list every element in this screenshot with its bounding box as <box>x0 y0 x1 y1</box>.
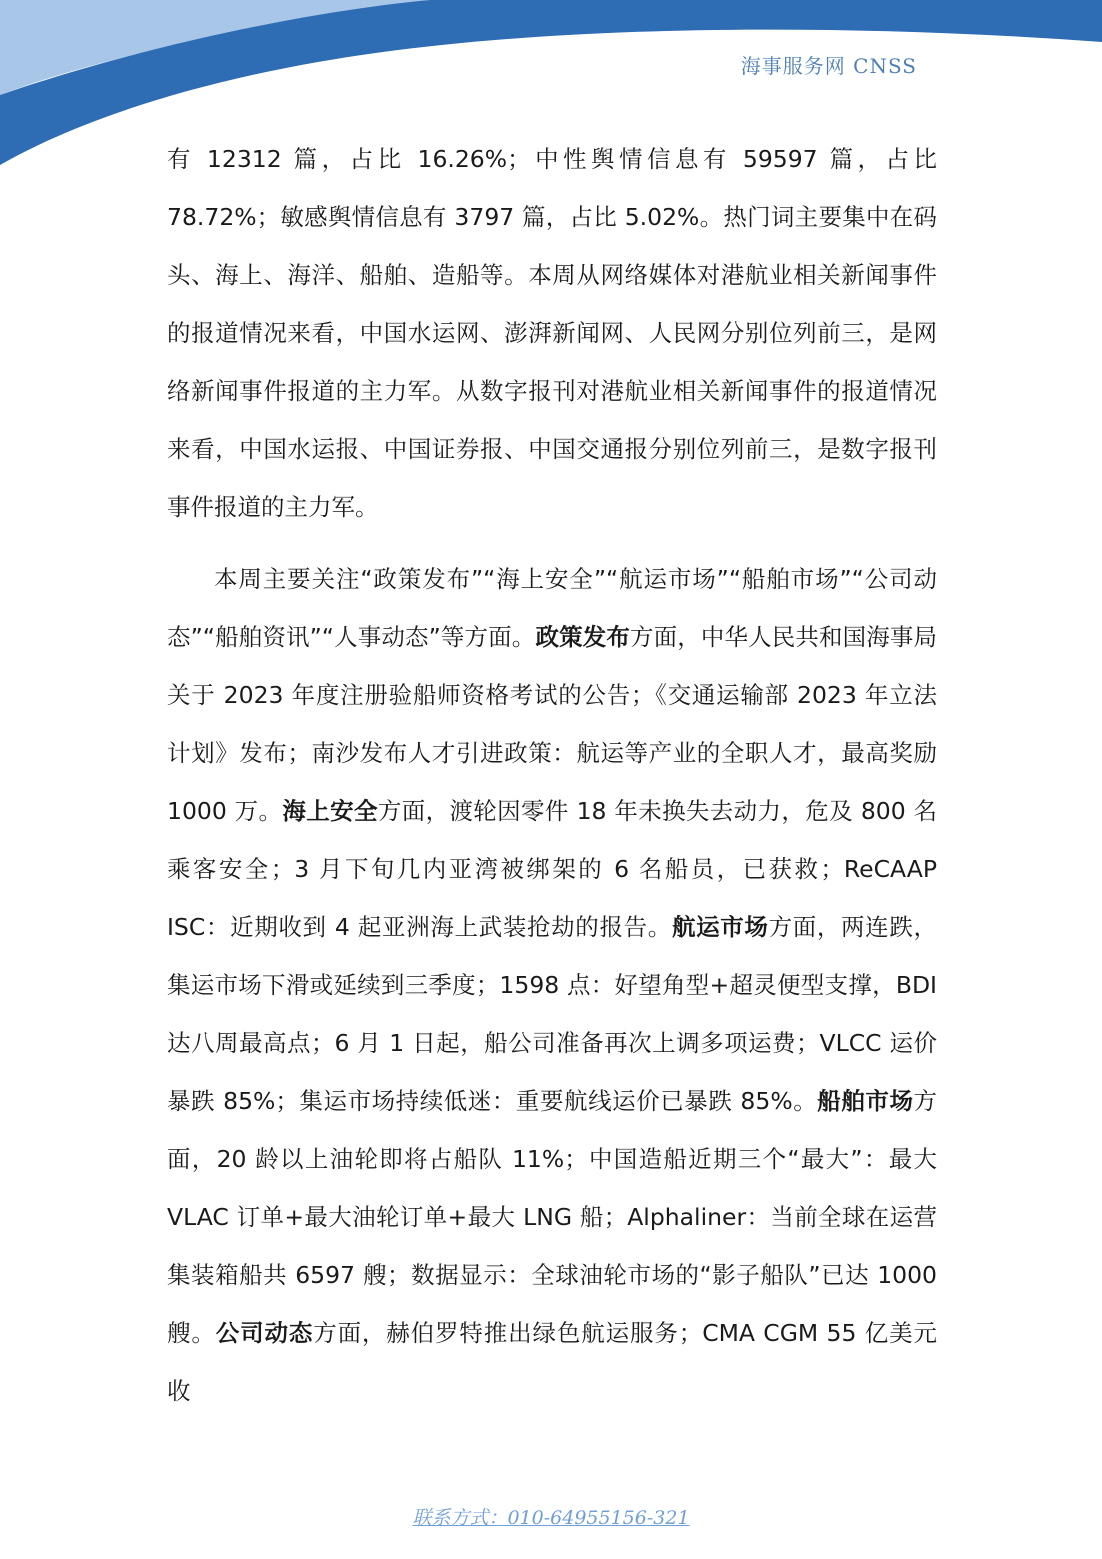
header-brand: 海事服务网 CNSS <box>740 54 917 78</box>
text-shipping-market: 方面，两连跌，集运市场下滑或延续到三季度；1598 点：好望角型+超灵便型支撑，BDI 达八周最高点；6 月 1 日起，船公司准备再次上调多项运费；VLCC 运价暴跌 85%；集运市场持续低迷：重要航线运价已暴跌 85%。 <box>167 913 937 1115</box>
focus-intro: 本周主要关注“政策发布”“海上安全”“航运市场”“船舶市场”“公司动态”“船舶资讯”“人事动态”等方面。 <box>167 565 937 651</box>
heading-maritime-safety: 海上安全 <box>282 797 378 825</box>
text-policy: 方面，中华人民共和国海事局关于 2023 年度注册验船师资格考试的公告；《交通运输部 2023 年立法计划》发布；南沙发布人才引进政策：航运等产业的全职人才，最高奖励 1000 万。 <box>167 623 937 825</box>
paragraph-weekly-focus <box>167 550 937 1420</box>
heading-ship-market: 船舶市场 <box>817 1087 914 1115</box>
text-company-news: 方面，赫伯罗特推出绿色航运服务；CMA CGM 55 亿美元收 <box>167 1319 938 1405</box>
footer-contact: 联系方式：010-64955156-321 <box>412 1507 690 1529</box>
text-maritime-safety: 方面，渡轮因零件 18 年未换失去动力，危及 800 名乘客安全；3 月下旬几内亚湾被绑架的 6 名船员，已获救；ReCAAP ISC：近期收到 4 起亚洲海上武装抢劫的报告。 <box>167 797 938 941</box>
heading-company-news: 公司动态 <box>215 1319 314 1347</box>
paragraph-sentiment-summary: 有 12312 篇，占比 16.26%；中性舆情信息有 59597 篇，占比 78.72%；敏感舆情信息有 3797 篇，占比 5.02%。热门词主要集中在码头、海上、海洋、船舶、造船等。本周从网络媒体对港航业相关新闻事件的报道情况来看，中国水运网、澎湃新闻网、人民网分别位列前三，是网络新闻事件报道的主力军。从数字报刊对港航业相关新闻事件的报道情况来看，中国水运报、中国证券报、中国交通报分别位列前三，是数字报刊事件报道的主力军。 <box>167 145 937 521</box>
document-body <box>167 130 937 1420</box>
heading-policy: 政策发布 <box>535 623 630 651</box>
text-ship-market: 方面，20 龄以上油轮即将占船队 11%；中国造船近期三个“最大”：最大 VLAC 订单+最大油轮订单+最大 LNG 船；Alphaliner：当前全球在运营集装箱船共 6597 艘；数据显示：全球油轮市场的“影子船队”已达 1000 艘。 <box>167 1087 938 1347</box>
heading-shipping-market: 航运市场 <box>671 913 769 941</box>
